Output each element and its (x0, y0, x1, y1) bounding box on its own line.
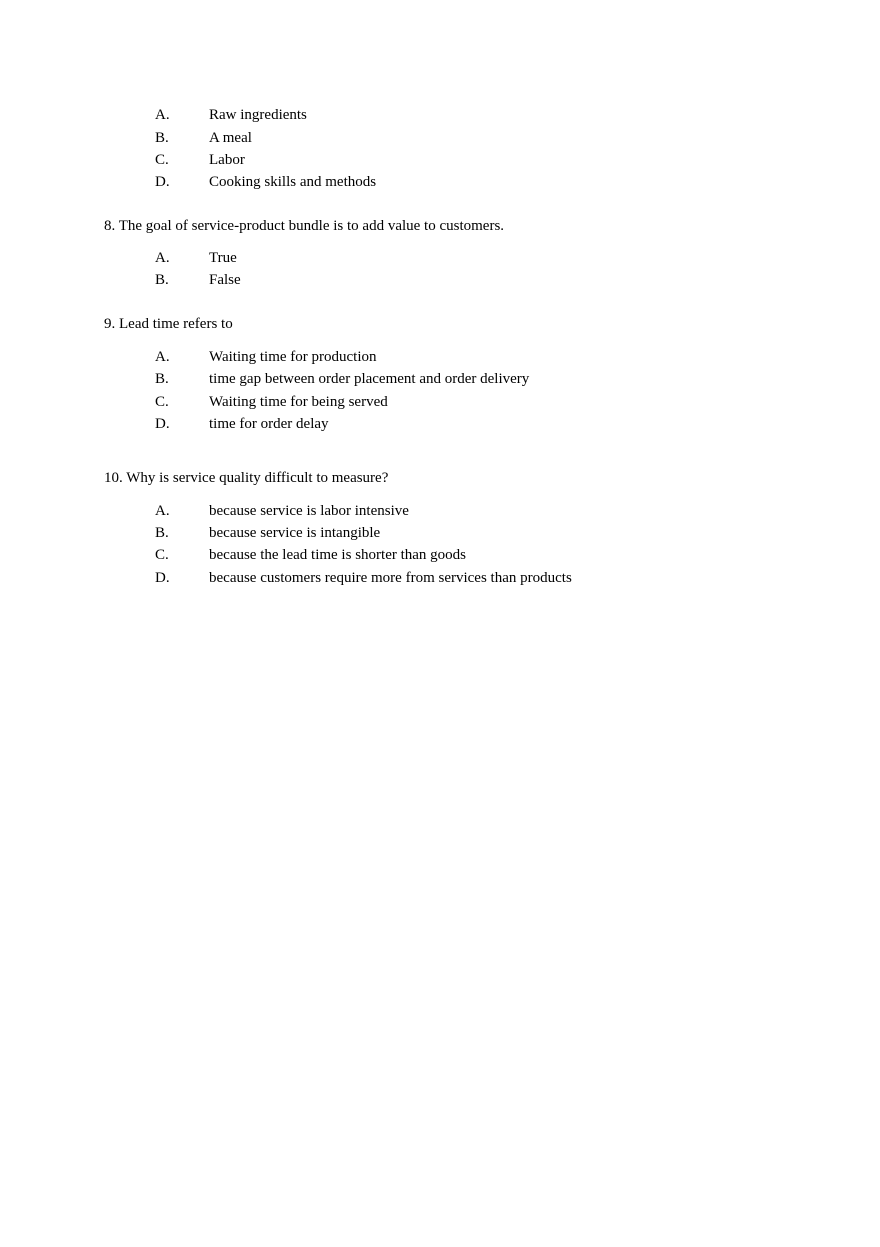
option-letter: C. (155, 152, 169, 168)
question-10-stem: 10. Why is service quality difficult to measure? (104, 470, 389, 486)
option-text: time for order delay (209, 416, 329, 432)
question-8-stem: 8. The goal of service-product bundle is to add value to customers. (104, 218, 505, 234)
option-text: Waiting time for production (209, 349, 377, 365)
option-letter: B. (155, 130, 169, 146)
question-9-option-c (0, 393, 880, 411)
option-text: because service is labor intensive (209, 503, 409, 519)
question-8-option-a (0, 249, 880, 267)
option-letter: C. (155, 394, 169, 410)
question-9-option-b (0, 370, 880, 388)
option-text: Raw ingredients (209, 107, 307, 123)
option-text: True (209, 250, 237, 266)
option-letter: B. (155, 371, 169, 387)
option-letter: B. (155, 272, 169, 288)
question-10-option-c (0, 546, 880, 564)
question-10-option-d (0, 569, 880, 587)
question-7-option-c (0, 151, 880, 169)
option-text: because the lead time is shorter than goods (209, 547, 467, 563)
question-9-option-d (0, 415, 880, 433)
question-8-option-b (0, 271, 880, 289)
option-text: A meal (209, 130, 252, 146)
option-letter: B. (155, 525, 169, 541)
option-text: time gap between order placement and order delivery (209, 371, 530, 387)
question-9-stem: 9. Lead time refers to (104, 316, 233, 332)
question-9-option-a (0, 348, 880, 366)
question-10-option-b (0, 524, 880, 542)
option-letter: A. (155, 503, 170, 519)
option-letter: A. (155, 349, 170, 365)
question-7-option-b (0, 129, 880, 147)
option-text: because customers require more from services than products (209, 570, 572, 586)
option-letter: D. (155, 416, 170, 432)
option-text: Cooking skills and methods (209, 174, 377, 190)
option-letter: D. (155, 174, 170, 190)
option-letter: A. (155, 107, 170, 123)
question-10-option-a (0, 502, 880, 520)
option-text: Labor (209, 152, 245, 168)
option-text: because service is intangible (209, 525, 381, 541)
option-text: Waiting time for being served (209, 394, 388, 410)
question-7-option-a (0, 106, 880, 124)
option-letter: D. (155, 570, 170, 586)
option-letter: A. (155, 250, 170, 266)
question-7-option-d (0, 173, 880, 191)
option-text: False (209, 272, 241, 288)
option-letter: C. (155, 547, 169, 563)
